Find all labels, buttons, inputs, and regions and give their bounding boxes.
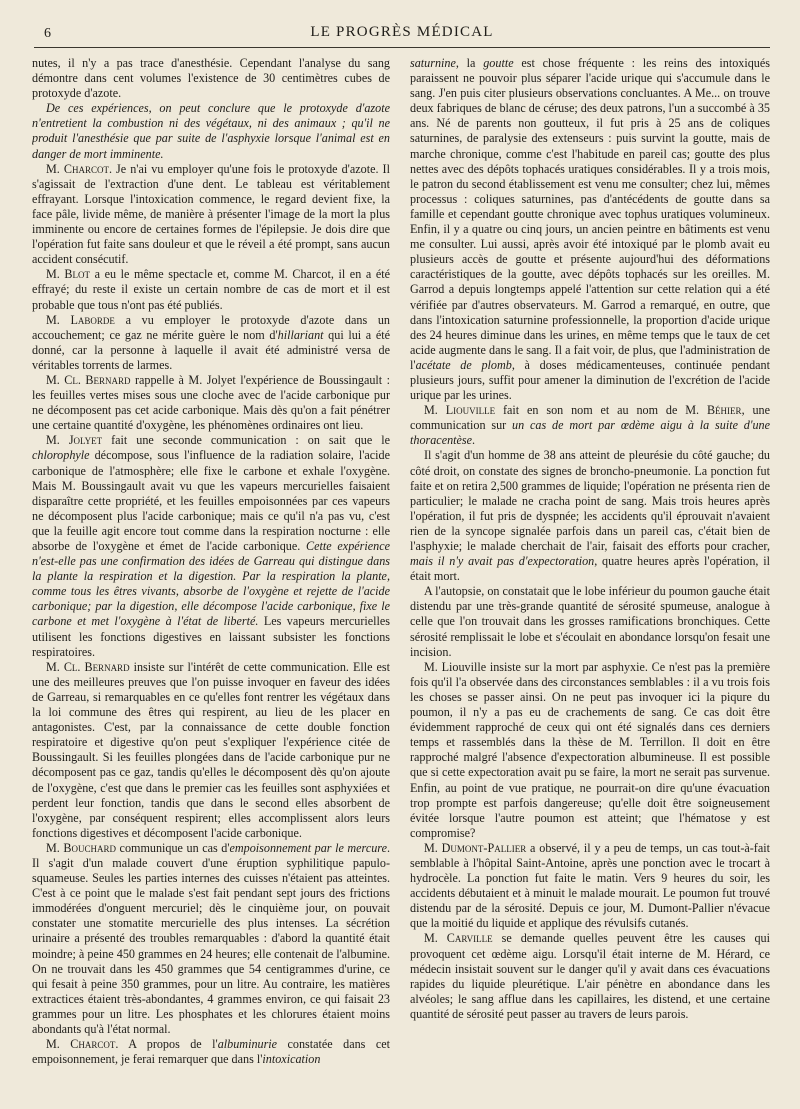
paragraph: M. Charcot. A propos de l'albuminurie constatée dans cet empoisonnement, je ferai remarquer que dans l'intoxication: [32, 1037, 390, 1067]
paragraph: nutes, il n'y a pas trace d'anesthésie. Cependant l'analyse du sang démontre dans cent volumes l'existence de 30 centimètres cubes de protoxyde d'azote.: [32, 56, 390, 101]
page-header: [34, 24, 770, 46]
speaker-name: M. Blot: [46, 267, 91, 282]
speaker-name: M. Carville: [424, 931, 493, 946]
paragraph: M. Blot a eu le même spectacle et, comme M. Charcot, il en a été effrayé; du reste il existe un certain nombre de cas de mort et il est probable que tous n'ont pas été publiés.: [32, 267, 390, 312]
paragraph: M. Cl. Bernard rappelle à M. Jolyet l'expérience de Boussingault : les feuilles vertes mises sous une cloche avec de l'acide carbonique pur ne décomposent pas cet acide carbonique. Mais dès qu'on a fait pénétrer une certaine quantité d'oxygène, les phénomènes ordinaires ont lieu.: [32, 372, 390, 433]
paragraph: Il s'agit d'un homme de 38 ans atteint de pleurésie du côté gauche; du côté droit, on constate des signes de broncho-pneumonie. La ponction fut faite et on retira 2,500 grammes de liquide; l'opération ne présenta rien de particulier; le malade ne cracha point de sang. Mais trois heures après l'opération, il fut pris de dyspnée; les accidents qu'il éprouvait n'avaient rien de la syncope signalée parfois dans un pareil cas, c'était bien de l'asphyxie; le malade cherchait de l'air, faisait des efforts pour cracher, mais il n'y avait pas d'expectoration, quatre heures après l'opération, il était mort.: [410, 448, 770, 584]
speaker-name: M. Dumont-Pallier: [424, 840, 527, 855]
paragraph: M. Dumont-Pallier a observé, il y a peu de temps, un cas tout-à-fait semblable à l'hôpital Saint-Antoine, après une ponction avec le trocart à hydrocèle. La ponction fut faite le matin. Vers 9 heures du soir, les accidents débutaient et à minuit le malade mourait. Le poumon fut trouvé distendu par de la sérosité. Depuis ce jour, M. Dumont-Pallier n'évacue que la moitié du liquide et applique des révulsifs cutanés.: [410, 840, 770, 931]
speaker-name: M. Bouchard: [46, 840, 116, 855]
paragraph: M. Carville se demande quelles peuvent être les causes qui provoquent cet œdème aigu. Lorsqu'il était interne de M. Hérard, ce médecin insistait souvent sur le danger qu'il y avait dans ces évacuations rapides du liquide pleurétique. L'air pénètre en abondance dans les alvéoles; le sang afflue dans les capillaires, les distend, et une certaine quantité de sérosité peut passer au travers de leurs parois.: [410, 931, 770, 1021]
paragraph: M. Laborde a vu employer le protoxyde d'azote dans un accouchement; ce gaz ne mérite guère le nom d'hillariant qui lui a été donné, car la personne à laquelle il avait été administré versa de véritables torrents de larmes.: [32, 312, 390, 372]
page-number: 6: [44, 26, 51, 41]
speaker-name: M. Charcot.: [46, 1037, 119, 1052]
speaker-name: M. Charcot.: [46, 161, 113, 176]
speaker-name: M. Béhier: [685, 403, 742, 418]
paragraph: A l'autopsie, on constatait que le lobe inférieur du poumon gauche était distendu par une très-grande quantité de sérosité spumeuse, analogue à celle que l'on trouvait dans les grosses ramifications bronchiques. Cette sérosité remplissait le lobe et s'écoulait en abondance lorsqu'on fesait une incision.: [410, 584, 770, 659]
left-column: [32, 56, 390, 1096]
journal-title: LE PROGRÈS MÉDICAL: [310, 24, 494, 40]
paragraph: M. Liouville fait en son nom et au nom de M. Béhier, une communication sur un cas de mort par œdème aigu à la suite d'une thoracentèse.: [410, 403, 770, 448]
speaker-name: M. Jolyet: [46, 433, 103, 448]
paragraph: De ces expériences, on peut conclure que le protoxyde d'azote n'entretient la combustion ni des végétaux, ni des animaux ; qu'il ne produit l'anesthésie que par suite de l'asphyxie lorsque l'animal est en danger de mort imminente.: [32, 101, 390, 161]
right-column: [410, 56, 770, 1096]
paragraph: M. Charcot. Je n'ai vu employer qu'une fois le protoxyde d'azote. Il s'agissait de l'extraction d'une dent. Le tableau est véritablement effrayant. Lorsque l'intoxication commence, le regard devient fixe, la face pâle, livide même, de manière à présenter l'image de la mort la plus imminente ou encore de certaines formes de l'épilepsie. Je dois dire que l'opération fut faite sans douleur et que le réveil a été prompt, sans aucun accident consécutif.: [32, 161, 390, 267]
speaker-name: M. Cl. Bernard: [46, 659, 130, 674]
speaker-name: M. Liouville: [424, 403, 496, 418]
paragraph: M. Jolyet fait une seconde communication : on sait que le chlorophyle décompose, sous l'influence de la radiation solaire, l'acide carbonique de l'atmosphère; elle fixe le carbone et exhale l'oxygène. Mais M. Boussingault avait vu que les vapeurs mercurielles faisaient disparaître cette propriété, et les feuilles empoisonnées par ces vapeurs ne décomposent plus l'acide carbonique; mais ce qu'il n'a pas vu, c'est que la feuille agit encore tout comme dans la respiration nocturne : elle absorbe de l'oxygène et émet de l'acide carbonique. Cette expérience n'est-elle pas une confirmation des idées de Garreau qui distingue dans la plante la respiration et la digestion. Par la respiration la plante, comme tous les êtres vivants, absorbe de l'oxygène et rejette de l'acide carbonique; par la digestion, elle décompose l'acide carbonique, fixe le carbone et met l'oxygène à l'état de liberté. Les vapeurs mercurielles utilisent les fonctions digestives en laissant subsister les fonctions respiratoires.: [32, 433, 390, 659]
speaker-name: M. Cl. Bernard: [46, 372, 131, 387]
paragraph: M. Bouchard communique un cas d'empoisonnement par le mercure. Il s'agit d'un malade couvert d'une éruption syphilitique papulo-squameuse. Seules les parties internes des cuisses n'étaient pas atteintes. C'est à ce point que le malade s'est fait pendant sept jours des frictions immodérées d'onguent mercuriel; dès le cinquième jour, on pouvait constater une stomatite mercurielle des plus intenses. La sécrétion urinaire a présenté des troubles remarquables : d'abord la quantité était moindre; à peine 450 grammes en 24 heures; elle contenait de l'albumine. On ne trouvait dans les 450 grammes que 54 centigrammes d'urine, ce qui fesait à peine 350 grammes, pour un litre. Au contraire, les matières extractices étaient très-abondantes, 4 grammes environ, ce qui faisait 23 grammes pour un litre. Les phosphates et les chlorures étaient moins abondants qu'à l'état normal.: [32, 840, 390, 1036]
header-rule: [34, 47, 770, 48]
speaker-name: M. Laborde: [46, 312, 115, 327]
paragraph: M. Cl. Bernard insiste sur l'intérêt de cette communication. Elle est une des meilleures preuves que l'on puisse invoquer en faveur des idées de Garreau, si remarquables en ce qu'elles font rentrer les végétaux dans la loi commune des êtres qui respirent, au lieu de les placer en antagonistes. C'est, par la connaissance de cette double fonction respiratoire et digestive qu'on peut s'expliquer l'expérience citée de Boussingault. Si les feuilles plongées dans de l'acide carbonique pur ne décomposent pas ce gaz, tandis qu'elles le décomposent dès qu'on ajoute de l'oxygène, c'est que dans le premier cas les feuilles sont asphyxiées et perdent leur fonction, tandis que dans le second elles absorbent de l'oxygène, par conséquent respirent; elles accomplissent alors leurs fonctions digestives et décomposent l'acide carbonique.: [32, 659, 390, 840]
paragraph: saturnine, la goutte est chose fréquente : les reins des intoxiqués paraissent ne pouvoir plus séparer l'acide urique qui s'accumule dans le sang. J'en puis citer plusieurs observations concluantes. A Me... on trouve deux fabriques de blanc de céruse; des deux patrons, l'un a succombé à 35 ans. Né de parents non goutteux, il fut pris à 25 ans de coliques saturnines, de paralysie des extenseurs : puis survint la goutte, mais de marche chronique, comme c'est l'habitude en pareil cas; goutte des plus nettes avec des dépôts tophacés uratiques considérables. Il y a trois mois, le patron du second établissement est venu me consulter; chez lui, mêmes processus : coliques saturnines, pas d'antécédents de goutte dans sa famille et cependant goutte chronique avec tophus uratiques volumineux. Enfin, il y a quatre ou cinq jours, un ancien peintre en bâtiments est venu me consulter. Lui aussi, après avoir été intoxiqué par le plomb avait eu plusieurs accès de goutte et présente aujourd'hui des déformations caractéristiques de la goutte, avec dépôts tophacés sur les oreilles. M. Garrod a depuis longtemps appelé l'attention sur cette relation qui a été vérifiée par d'autres observateurs. M. Garrod a remarqué, en outre, que dans l'intoxication saturnine professionnelle, la proportion d'acide urique des 24 heures diminue dans les urines, en même temps que le taux de cet acide augmente dans le sang. Il a fait voir, de plus, que l'administration de l'acétate de plomb, à doses médicamenteuses, continuée pendant plusieurs jours, suffit pour amener la diminution de l'excrétion de l'acide urique par les urines.: [410, 56, 770, 403]
paragraph: M. Liouville insiste sur la mort par asphyxie. Ce n'est pas la première fois qu'il l'a observée dans des circonstances semblables : il a vu trois fois les choses se passer ainsi. On ne peut pas invoquer ici la piqure du poumon, il n'y a pas eu de crachements de sang. Ce cas doit être évidemment rapproché de ceux qui ont été signalés dans ces derniers temps et rassemblés dans la thèse de M. Terrillon. Il doit en être rapproché malgré l'absence d'expectoration albumineuse. Il est possible que si cette expectoration avait pu se faire, la mort ne serait pas survenue. Enfin, au point de vue pratique, ne pourrait-on dire qu'une évacuation trop prompte est parfois dangereuse; qu'elle doit être soigneusement évitée lorsque l'autre poumon est atteint; que l'hématose y est compromise?: [410, 659, 770, 840]
